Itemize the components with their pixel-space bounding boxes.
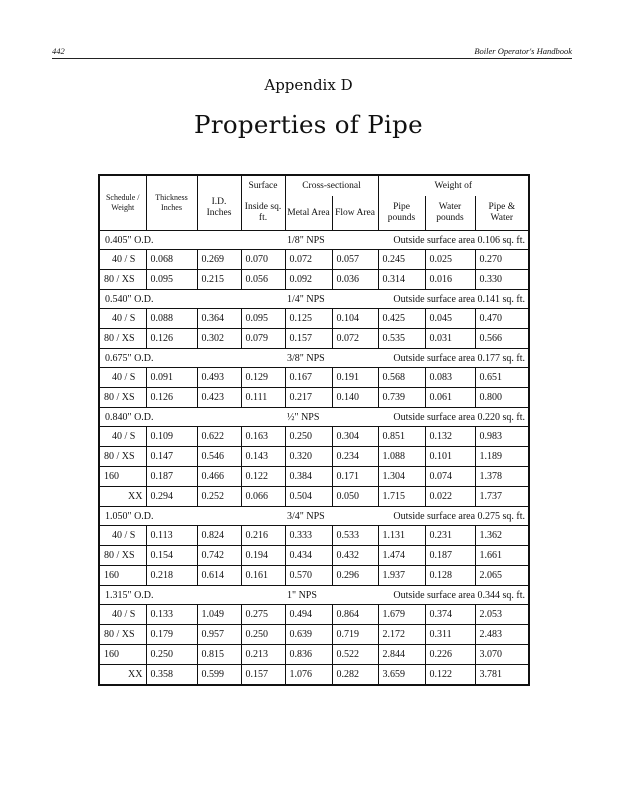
cell-metal: 0.570 [285,566,332,586]
group-od: 1.050" O.D. [99,507,285,526]
group-surface-header: Surface [241,175,285,196]
cell-id: 0.614 [197,566,241,586]
cell-metal: 0.072 [285,250,332,270]
cell-water: 0.061 [425,388,475,408]
cell-water: 0.187 [425,546,475,566]
cell-thickness: 0.179 [146,625,197,645]
cell-pipe: 1.088 [378,447,425,467]
cell-pipe-water: 0.566 [475,329,529,349]
cell-flow: 0.533 [332,526,378,546]
cell-water: 0.311 [425,625,475,645]
cell-thickness: 0.113 [146,526,197,546]
cell-thickness: 0.294 [146,487,197,507]
cell-thickness: 0.088 [146,309,197,329]
cell-pipe: 2.172 [378,625,425,645]
col-pipe-header: Pipe pounds [378,196,425,231]
cell-inside: 0.095 [241,309,285,329]
cell-inside: 0.216 [241,526,285,546]
cell-pipe-water: 3.070 [475,645,529,665]
table-row [99,487,529,507]
cell-schedule: 40 / S [99,309,146,329]
cell-flow: 0.171 [332,467,378,487]
group-surface-area: Outside surface area 0.177 sq. ft. [378,349,529,368]
cell-metal: 0.157 [285,329,332,349]
table-body [99,231,529,686]
cell-thickness: 0.091 [146,368,197,388]
cell-pipe-water: 1.189 [475,447,529,467]
cell-id: 0.302 [197,329,241,349]
cell-flow: 0.072 [332,329,378,349]
group-od: 0.405" O.D. [99,231,285,250]
group-surface-area: Outside surface area 0.106 sq. ft. [378,231,529,250]
cell-metal: 0.167 [285,368,332,388]
cell-metal: 0.217 [285,388,332,408]
group-nps: 1" NPS [285,586,378,605]
cell-pipe-water: 0.470 [475,309,529,329]
cell-flow: 0.050 [332,487,378,507]
col-id-header: I.D. Inches [197,175,241,231]
cell-flow: 0.104 [332,309,378,329]
cell-inside: 0.275 [241,605,285,625]
table-row [99,368,529,388]
group-row [99,290,529,309]
cell-pipe-water: 0.651 [475,368,529,388]
cell-flow: 0.522 [332,645,378,665]
group-surface-area: Outside surface area 0.344 sq. ft. [378,586,529,605]
cell-inside: 0.079 [241,329,285,349]
table-row [99,625,529,645]
cell-id: 0.824 [197,526,241,546]
cell-pipe-water: 1.378 [475,467,529,487]
cell-schedule: XX [99,487,146,507]
cell-pipe-water: 0.983 [475,427,529,447]
cell-inside: 0.070 [241,250,285,270]
cell-thickness: 0.068 [146,250,197,270]
cell-pipe-water: 1.661 [475,546,529,566]
cell-schedule: 80 / XS [99,270,146,290]
book-title: Boiler Operator's Handbook [474,46,572,56]
cell-inside: 0.056 [241,270,285,290]
group-nps: ½" NPS [285,408,378,427]
table-row [99,427,529,447]
cell-flow: 0.864 [332,605,378,625]
cell-pipe-water: 1.362 [475,526,529,546]
group-row [99,231,529,250]
cell-water: 0.231 [425,526,475,546]
table-row [99,665,529,686]
cell-flow: 0.036 [332,270,378,290]
col-water-header: Water pounds [425,196,475,231]
table-row [99,447,529,467]
cell-inside: 0.163 [241,427,285,447]
group-surface-area: Outside surface area 0.275 sq. ft. [378,507,529,526]
cell-pipe-water: 2.053 [475,605,529,625]
group-surface-area: Outside surface area 0.220 sq. ft. [378,408,529,427]
cell-water: 0.122 [425,665,475,686]
cell-schedule: 40 / S [99,250,146,270]
cell-schedule: 160 [99,566,146,586]
cell-id: 0.815 [197,645,241,665]
cell-pipe: 1.937 [378,566,425,586]
cell-thickness: 0.095 [146,270,197,290]
cell-id: 0.269 [197,250,241,270]
cell-pipe-water: 2.065 [475,566,529,586]
cell-pipe: 1.131 [378,526,425,546]
cell-thickness: 0.147 [146,447,197,467]
cell-flow: 0.191 [332,368,378,388]
cell-metal: 0.250 [285,427,332,447]
group-od: 1.315" O.D. [99,586,285,605]
group-od: 0.675" O.D. [99,349,285,368]
cell-metal: 0.125 [285,309,332,329]
table-header [99,175,529,231]
group-nps: 1/8" NPS [285,231,378,250]
cell-water: 0.045 [425,309,475,329]
cell-flow: 0.057 [332,250,378,270]
cell-inside: 0.194 [241,546,285,566]
cell-water: 0.074 [425,467,475,487]
group-weight-header: Weight of [378,175,529,196]
cell-schedule: 40 / S [99,526,146,546]
cell-schedule: XX [99,665,146,686]
cell-thickness: 0.218 [146,566,197,586]
cell-inside: 0.143 [241,447,285,467]
cell-water: 0.083 [425,368,475,388]
table-row [99,546,529,566]
group-row [99,349,529,368]
cell-schedule: 80 / XS [99,388,146,408]
cell-pipe-water: 3.781 [475,665,529,686]
cell-water: 0.031 [425,329,475,349]
cell-id: 0.215 [197,270,241,290]
group-row [99,408,529,427]
group-nps: 3/8" NPS [285,349,378,368]
group-nps: 3/4" NPS [285,507,378,526]
cell-thickness: 0.187 [146,467,197,487]
cell-id: 0.546 [197,447,241,467]
cell-id: 0.742 [197,546,241,566]
cell-pipe-water: 2.483 [475,625,529,645]
cell-metal: 0.434 [285,546,332,566]
cell-id: 0.466 [197,467,241,487]
group-od: 0.840" O.D. [99,408,285,427]
table-row [99,566,529,586]
cell-id: 0.252 [197,487,241,507]
cell-metal: 0.504 [285,487,332,507]
cell-metal: 0.092 [285,270,332,290]
cell-water: 0.025 [425,250,475,270]
table-row [99,309,529,329]
cell-id: 0.622 [197,427,241,447]
cell-flow: 0.234 [332,447,378,467]
cell-thickness: 0.154 [146,546,197,566]
table-row [99,645,529,665]
cell-pipe: 1.474 [378,546,425,566]
page-title: Properties of Pipe [194,110,423,139]
cell-pipe: 0.425 [378,309,425,329]
cell-water: 0.374 [425,605,475,625]
pipe-properties-table [98,174,530,686]
cell-flow: 0.719 [332,625,378,645]
col-flow-header: Flow Area [332,196,378,231]
cell-inside: 0.129 [241,368,285,388]
cell-pipe: 2.844 [378,645,425,665]
cell-schedule: 80 / XS [99,546,146,566]
cell-id: 0.957 [197,625,241,645]
cell-metal: 1.076 [285,665,332,686]
cell-id: 0.599 [197,665,241,686]
col-thickness-header: Thickness Inches [146,175,197,231]
table-row [99,467,529,487]
cell-inside: 0.161 [241,566,285,586]
col-pipe-water-header: Pipe & Water [475,196,529,231]
table-row [99,526,529,546]
cell-inside: 0.157 [241,665,285,686]
cell-metal: 0.384 [285,467,332,487]
cell-pipe: 0.245 [378,250,425,270]
table-row [99,329,529,349]
cell-metal: 0.333 [285,526,332,546]
cell-pipe: 1.304 [378,467,425,487]
cell-water: 0.226 [425,645,475,665]
col-inside-header: Inside sq. ft. [241,196,285,231]
cell-flow: 0.432 [332,546,378,566]
cell-pipe: 1.715 [378,487,425,507]
cell-metal: 0.494 [285,605,332,625]
cell-flow: 0.140 [332,388,378,408]
cell-flow: 0.282 [332,665,378,686]
cell-water: 0.132 [425,427,475,447]
cell-schedule: 80 / XS [99,447,146,467]
cell-pipe-water: 0.330 [475,270,529,290]
cell-thickness: 0.358 [146,665,197,686]
page-number: 442 [52,46,65,56]
cell-schedule: 160 [99,645,146,665]
table-row [99,250,529,270]
group-row [99,507,529,526]
col-metal-header: Metal Area [285,196,332,231]
cell-id: 0.423 [197,388,241,408]
cell-inside: 0.122 [241,467,285,487]
cell-id: 1.049 [197,605,241,625]
cell-inside: 0.213 [241,645,285,665]
cell-pipe: 0.739 [378,388,425,408]
cell-thickness: 0.126 [146,329,197,349]
cell-schedule: 40 / S [99,605,146,625]
cell-pipe-water: 0.800 [475,388,529,408]
cell-water: 0.101 [425,447,475,467]
group-od: 0.540" O.D. [99,290,285,309]
cell-schedule: 40 / S [99,427,146,447]
cell-thickness: 0.109 [146,427,197,447]
cell-inside: 0.250 [241,625,285,645]
cell-water: 0.022 [425,487,475,507]
cell-schedule: 80 / XS [99,329,146,349]
cell-thickness: 0.250 [146,645,197,665]
cell-metal: 0.639 [285,625,332,645]
group-surface-area: Outside surface area 0.141 sq. ft. [378,290,529,309]
running-header [52,44,572,59]
cell-metal: 0.836 [285,645,332,665]
appendix-label: Appendix D [264,76,353,94]
cell-pipe: 0.851 [378,427,425,447]
cell-schedule: 160 [99,467,146,487]
cell-pipe: 0.535 [378,329,425,349]
cell-flow: 0.304 [332,427,378,447]
col-schedule-header: Schedule / Weight [99,175,146,231]
group-cross-header: Cross-sectional [285,175,378,196]
cell-thickness: 0.126 [146,388,197,408]
table-row [99,605,529,625]
cell-id: 0.364 [197,309,241,329]
cell-inside: 0.111 [241,388,285,408]
cell-schedule: 40 / S [99,368,146,388]
cell-water: 0.016 [425,270,475,290]
cell-schedule: 80 / XS [99,625,146,645]
cell-metal: 0.320 [285,447,332,467]
cell-pipe: 0.568 [378,368,425,388]
cell-thickness: 0.133 [146,605,197,625]
group-row [99,586,529,605]
table-row [99,388,529,408]
group-nps: 1/4" NPS [285,290,378,309]
cell-inside: 0.066 [241,487,285,507]
cell-pipe: 3.659 [378,665,425,686]
cell-pipe: 0.314 [378,270,425,290]
table-row [99,270,529,290]
cell-pipe-water: 1.737 [475,487,529,507]
cell-water: 0.128 [425,566,475,586]
cell-pipe: 1.679 [378,605,425,625]
cell-pipe-water: 0.270 [475,250,529,270]
cell-id: 0.493 [197,368,241,388]
cell-flow: 0.296 [332,566,378,586]
